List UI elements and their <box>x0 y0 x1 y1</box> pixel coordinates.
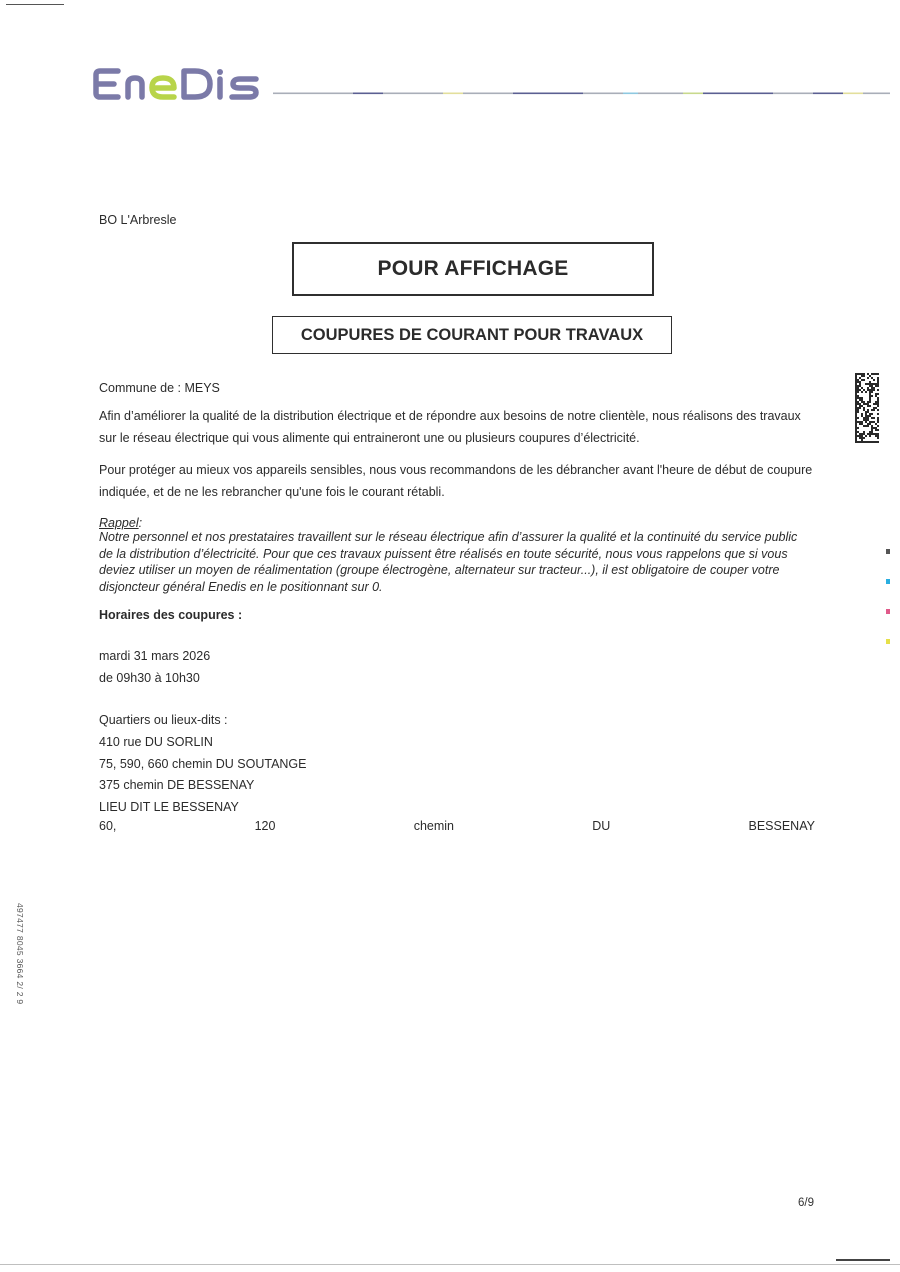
registration-mark <box>886 579 890 584</box>
outage-date: mardi 31 mars 2026 <box>99 649 211 663</box>
address-item: 75, 590, 660 chemin DU SOUTANGE <box>99 757 307 771</box>
banner-subtitle-box <box>272 316 672 354</box>
side-tracking-code: 497477 8045 3664 2/ 2 9 <box>15 903 25 1005</box>
registration-mark <box>886 549 890 554</box>
registration-mark <box>886 609 890 614</box>
advice-line: indiquée, et de ne les rebrancher qu'une fois le courant rétabli. <box>99 485 445 499</box>
rappel-line: deviez utiliser un moyen de réalimentation (groupe électrogène, alternateur sur tracteur...), il est obligatoire de couper votre <box>99 563 780 577</box>
header-line-segment <box>623 93 638 95</box>
advice-paragraph <box>99 459 819 503</box>
header-line-segment <box>513 93 583 95</box>
banner-title-box <box>292 242 654 296</box>
agency-name: BO L'Arbresle <box>99 213 177 227</box>
header-line-segment <box>638 93 683 95</box>
datamatrix-code-icon <box>855 373 879 443</box>
header-line-segment <box>383 93 443 95</box>
rappel-heading-colon: : <box>138 516 143 530</box>
areas-heading: Quartiers ou lieux-dits : <box>99 713 228 727</box>
header-line-segment <box>463 93 513 95</box>
enedis-logo <box>92 66 262 102</box>
address-word: 120 <box>254 819 276 833</box>
header-line-segment <box>353 93 383 95</box>
bottom-rule <box>0 1264 900 1265</box>
rappel-line: disjoncteur général Enedis en le positionnant sur 0. <box>99 579 383 594</box>
rappel-heading-text: Rappel <box>99 516 139 530</box>
address-word: 60, <box>99 819 117 833</box>
intro-line: Afin d’améliorer la qualité de la distribution électrique et de répondre aux besoins de notre clientèle, nous réalisons des travaux <box>99 409 801 423</box>
rappel-line: de la distribution d’électricité. Pour que ces travaux puissent être réalisés en toute sécurité, nous vous rappelons que si vous <box>99 546 788 561</box>
registration-mark <box>886 639 890 644</box>
outage-time: de 09h30 à 10h30 <box>99 671 200 685</box>
commune-line: Commune de : MEYS <box>99 381 220 395</box>
header-line-segment <box>273 93 353 95</box>
header-line-segment <box>443 93 463 95</box>
header-divider <box>273 92 890 95</box>
header-line-segment <box>583 93 623 95</box>
header-line-segment <box>703 93 773 95</box>
advice-line: Pour protéger au mieux vos appareils sensibles, nous vous recommandons de les débrancher avant l'heure de début de coupure <box>99 463 813 477</box>
schedule-heading: Horaires des coupures : <box>99 608 243 622</box>
address-item: 410 rue DU SORLIN <box>99 735 213 749</box>
header-line-segment <box>773 93 813 95</box>
rappel-line: Notre personnel et nos prestataires travaillent sur le réseau électrique afin d’assurer la qualité et la continuité du service public <box>99 530 798 544</box>
address-word: BESSENAY <box>748 819 815 833</box>
address-item-justified <box>99 818 815 834</box>
scan-mark <box>6 4 64 5</box>
address-word: DU <box>592 819 611 833</box>
header-line-segment <box>683 93 703 95</box>
rappel-body <box>99 529 819 595</box>
intro-paragraph <box>99 405 819 449</box>
address-item: 375 chemin DE BESSENAY <box>99 778 255 792</box>
address-word: chemin <box>413 819 454 833</box>
header-line-segment <box>813 93 843 95</box>
page-number: 6/9 <box>798 1197 814 1209</box>
scan-mark <box>836 1259 890 1261</box>
banner-title: POUR AFFICHAGE <box>377 257 569 280</box>
banner-subtitle: COUPURES DE COURANT POUR TRAVAUX <box>300 325 644 344</box>
intro-line: sur le réseau électrique qui vous alimente qui entraineront une ou plusieurs coupures d’électricité. <box>99 431 640 445</box>
header-line-segment <box>843 93 863 95</box>
address-item: LIEU DIT LE BESSENAY <box>99 800 239 814</box>
header-line-segment <box>863 93 890 95</box>
